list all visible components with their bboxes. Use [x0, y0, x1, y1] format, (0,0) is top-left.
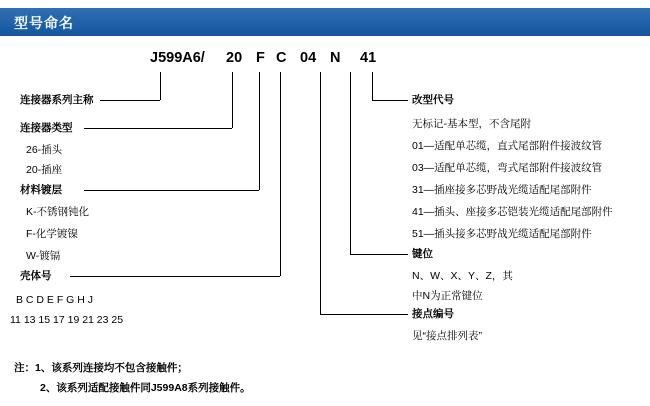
label-keying: 键位	[412, 248, 433, 260]
label-connector-type: 连接器类型	[20, 122, 73, 134]
label-shell-size-letters: B C D E F G H J	[16, 294, 94, 306]
leader-vertical-modification	[372, 72, 373, 100]
label-contact-number-ref: 见“接点排列表”	[412, 330, 482, 342]
code-segment-shell: C	[276, 50, 287, 66]
label-modification-01: 01—适配单芯缆，直式尾部附件接波纹管	[412, 140, 603, 152]
leader-vertical-shell	[280, 72, 281, 276]
label-modification-code: 改型代号	[412, 94, 454, 106]
label-type-plug: 26-插头	[26, 144, 63, 156]
label-keying-normal: 中N为正常键位	[412, 290, 483, 302]
code-segment-contact-number: 04	[300, 50, 317, 66]
label-modification-41: 41—插头、座接多芯铠装光缆适配尾部附件	[412, 206, 613, 218]
label-shell-size-numbers: 11 13 15 17 19 21 23 25	[10, 314, 124, 326]
leader-vertical-type	[232, 72, 233, 128]
leader-vertical-contact-number	[320, 72, 321, 314]
label-plating-k: K-不锈钢钝化	[26, 206, 89, 218]
code-segment-type: 20	[226, 50, 243, 66]
code-segment-modification: 41	[360, 50, 377, 66]
label-plating-w: W-镀镉	[26, 250, 61, 262]
label-shell-size: 壳体号	[20, 270, 52, 282]
code-segment-plating: F	[256, 50, 265, 66]
label-contact-number: 接点编号	[412, 308, 454, 320]
label-type-receptacle: 20-插座	[26, 164, 63, 176]
code-segment-keying: N	[330, 50, 341, 66]
label-plating-f: F-化学镀镍	[26, 228, 78, 240]
label-modification-03: 03—适配单芯缆，弯式尾部附件接波纹管	[412, 162, 603, 174]
leader-vertical-keying	[350, 72, 351, 254]
leader-horizontal-shell	[70, 276, 280, 277]
label-series-name: 连接器系列主称	[20, 94, 94, 106]
label-keying-options: N、W、X、Y、Z，其	[412, 270, 513, 282]
footnote-1: 注：1、该系列连接均不包含接触件；	[14, 362, 188, 374]
leader-horizontal-keying	[350, 254, 408, 255]
leader-horizontal-plating	[84, 190, 259, 191]
label-material-plating: 材料镀层	[20, 184, 62, 196]
leader-horizontal-contact-number	[320, 314, 408, 315]
section-header-bar	[0, 8, 650, 36]
part-number-code-row	[0, 50, 650, 72]
footnote-2: 2、该系列适配接触件同J599A8系列接触件。	[40, 382, 251, 394]
leader-horizontal-modification	[372, 100, 408, 101]
label-modification-51: 51—插头接多芯野战光缆适配尾部附件	[412, 228, 592, 240]
page-title: 型号命名	[14, 15, 74, 31]
code-segment-series: J599A6/	[150, 50, 205, 66]
leader-horizontal-type	[84, 128, 232, 129]
leader-vertical-series	[160, 72, 161, 100]
leader-vertical-plating	[259, 72, 260, 190]
leader-horizontal-series	[100, 100, 160, 101]
label-modification-31: 31—插座接多芯野战光缆适配尾部附件	[412, 184, 592, 196]
label-modification-basic: 无标记-基本型，不含尾附	[412, 118, 531, 130]
